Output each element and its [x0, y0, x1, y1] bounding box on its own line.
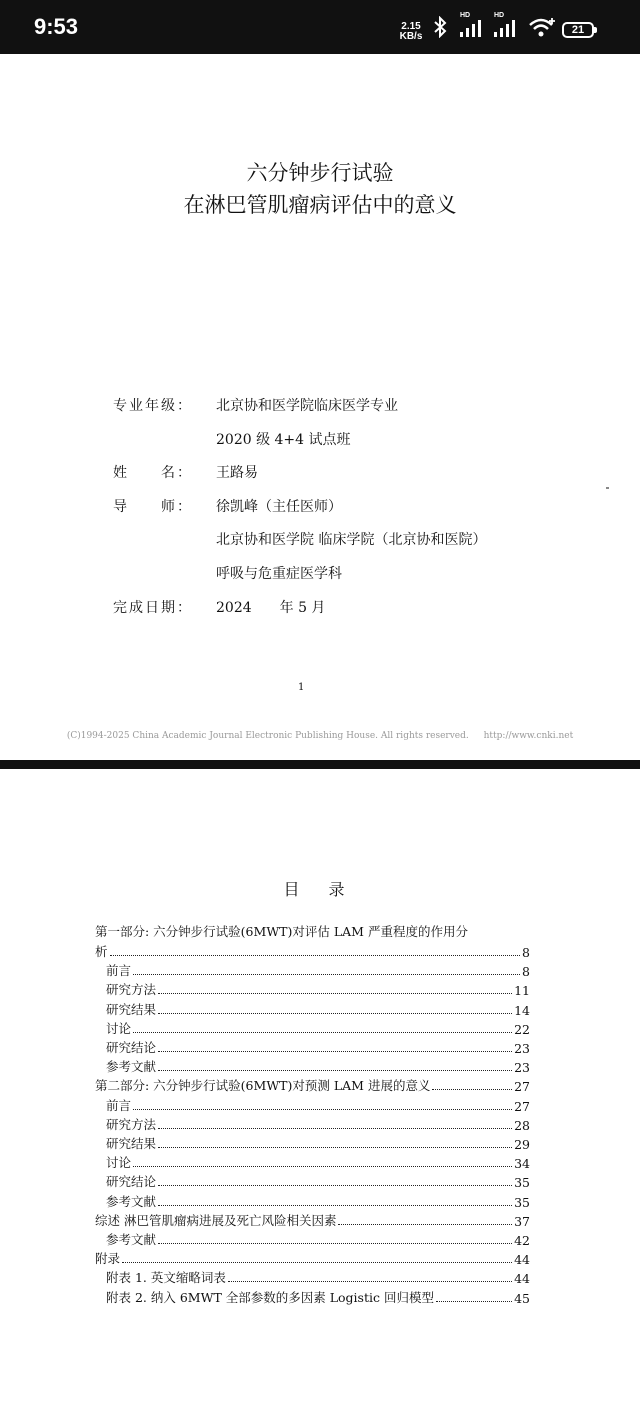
- toc-entry[interactable]: [106, 1171, 530, 1190]
- page-divider: [0, 760, 640, 769]
- mentor-value-3: 呼吸与危重症医学科: [216, 566, 342, 582]
- toc-entry-page: 11: [514, 983, 530, 999]
- hd-badge-2: HD: [494, 12, 505, 19]
- signal-icon-2: [492, 16, 520, 38]
- toc-entry[interactable]: [106, 1229, 530, 1248]
- toc-entry-page: 45: [514, 1290, 530, 1306]
- toc-entry[interactable]: [106, 1095, 530, 1114]
- mentor-value-1: 徐凯峰（主任医师）: [216, 499, 342, 515]
- mentor-label: 导 师：: [113, 499, 193, 515]
- toc-entry-text: 研究结论: [106, 1040, 157, 1055]
- toc-dot-leader: [158, 1128, 512, 1129]
- toc-entry-text: 参考文献: [106, 1193, 157, 1209]
- wifi-icon: [528, 16, 556, 38]
- name-label: 姓 名：: [113, 465, 193, 481]
- toc-dot-leader: [158, 1243, 512, 1244]
- toc-dot-leader: [158, 1070, 512, 1071]
- toc-title: 目 录: [283, 880, 357, 899]
- toc-entry-page: 34: [514, 1156, 530, 1172]
- name-value: 王路易: [216, 465, 258, 481]
- toc-entry[interactable]: [95, 1248, 530, 1267]
- toc-entry-text: 前言: [106, 963, 132, 979]
- thesis-title-line-1: 六分钟步行试验: [246, 161, 394, 185]
- toc-entry[interactable]: [95, 941, 530, 960]
- network-speed-value: 2.15: [401, 21, 421, 32]
- toc-dot-leader: [228, 1281, 512, 1282]
- toc-entry-text: 综述 淋巴管肌瘤病进展及死亡风险相关因素: [95, 1212, 337, 1228]
- toc-entry-page: 29: [514, 1137, 530, 1152]
- bluetooth-icon: [432, 16, 448, 38]
- toc-dot-leader: [133, 1109, 512, 1110]
- toc-entry[interactable]: [106, 979, 530, 998]
- toc-dot-leader: [158, 1147, 512, 1148]
- scan-dot: [606, 487, 609, 489]
- toc-entry-text: 第二部分: 六分钟步行试验(6MWT)对预测 LAM 进展的意义: [95, 1078, 431, 1094]
- toc-entry-page: 8: [522, 945, 530, 960]
- toc-entry-page: 44: [514, 1252, 530, 1268]
- toc-entry-page: 14: [514, 1002, 530, 1018]
- toc-entry-page: 35: [514, 1175, 530, 1191]
- page-number: 1: [298, 682, 305, 693]
- toc-dot-leader: [436, 1301, 512, 1302]
- toc-entry[interactable]: [106, 1037, 530, 1056]
- toc-entry-page: 27: [514, 1079, 530, 1095]
- toc-entry-text: 研究结论: [106, 1174, 157, 1190]
- copyright-footer: [0, 731, 640, 741]
- toc-entry[interactable]: [95, 1210, 530, 1229]
- status-time: 9:53: [34, 14, 79, 39]
- signal-icon-1: [458, 16, 486, 38]
- toc-entry-text: 参考文献: [106, 1059, 157, 1075]
- toc-entry-text: 前言: [106, 1097, 132, 1113]
- toc-entry-text: 研究方法: [106, 982, 157, 998]
- toc-dot-leader: [158, 1013, 512, 1014]
- toc-entry-text: 附表 1. 英文缩略词表: [106, 1270, 226, 1286]
- toc-entry-page: 23: [514, 1060, 530, 1076]
- toc-dot-leader: [338, 1224, 512, 1225]
- toc-entry-text: 参考文献: [106, 1232, 157, 1247]
- toc-dot-leader: [158, 1205, 512, 1206]
- status-bar: [0, 0, 640, 54]
- toc-entry-page: 23: [514, 1041, 530, 1056]
- major-value-2: 2020 级 4+4 试点班: [216, 432, 351, 448]
- toc-entry[interactable]: [106, 1267, 530, 1286]
- toc-entry-part1-line1: 第一部分: 六分钟步行试验(6MWT)对评估 LAM 严重程度的作用分: [95, 924, 468, 939]
- toc-dot-leader: [133, 1032, 512, 1033]
- toc-entry-page: 37: [514, 1213, 530, 1229]
- network-speed-unit: KB/s: [399, 31, 423, 42]
- toc-entry[interactable]: [106, 1152, 530, 1171]
- toc-dot-leader: [122, 1262, 512, 1263]
- toc-dot-leader: [432, 1089, 512, 1090]
- thesis-title-line-2: 在淋巴管肌瘤病评估中的意义: [183, 193, 457, 217]
- toc-entry[interactable]: [106, 1133, 530, 1152]
- toc-entry[interactable]: [106, 1018, 530, 1037]
- toc-dot-leader: [133, 1166, 512, 1167]
- document-page-1: [0, 54, 640, 762]
- battery-level: 21: [571, 24, 585, 36]
- toc-entry[interactable]: [95, 1075, 530, 1094]
- website-link[interactable]: http://www.cnki.net: [483, 731, 574, 741]
- toc-entry-text: 讨论: [106, 1020, 132, 1036]
- document-page-2: [0, 769, 640, 1422]
- toc-entry[interactable]: [106, 999, 530, 1018]
- battery-icon: [562, 22, 594, 38]
- toc-entry-page: 22: [514, 1021, 530, 1037]
- toc-entry-page: 27: [514, 1098, 530, 1114]
- major-label: 专业年级：: [113, 398, 193, 414]
- toc-entry-text: 研究结果: [106, 1136, 157, 1151]
- toc-entry-text: 研究结果: [106, 1001, 157, 1017]
- toc-entry-page: 8: [522, 964, 530, 980]
- toc-entry-text: 讨论: [106, 1155, 132, 1171]
- toc-entry[interactable]: [106, 1114, 530, 1133]
- toc-entry-text: 附表 2. 纳入 6MWT 全部参数的多因素 Logistic 回归模型: [106, 1289, 434, 1305]
- toc-entry-text: 研究方法: [106, 1116, 157, 1132]
- toc-entry[interactable]: [106, 1056, 530, 1075]
- toc-entry[interactable]: [106, 1287, 530, 1306]
- toc-entry-page: 42: [514, 1233, 530, 1248]
- toc-dot-leader: [158, 1185, 512, 1186]
- copyright-text: (C)1994-2025 China Academic Journal Electronic Publishing House. All rights reserved.: [66, 731, 469, 741]
- toc-entry-page: 44: [514, 1271, 530, 1287]
- toc-entry-text: 附录: [95, 1251, 121, 1267]
- toc-entry-page: 35: [514, 1194, 530, 1210]
- hd-badge-1: HD: [460, 12, 471, 19]
- major-value-1: 北京协和医学院临床医学专业: [216, 398, 398, 414]
- toc-dot-leader: [133, 974, 520, 975]
- toc-entry[interactable]: [106, 1191, 530, 1210]
- toc-dot-leader: [110, 955, 521, 956]
- mentor-value-2: 北京协和医学院 临床学院（北京协和医院）: [216, 532, 487, 548]
- toc-entry[interactable]: [106, 960, 530, 979]
- toc-entry-text: 析: [95, 944, 108, 959]
- toc-dot-leader: [158, 993, 512, 994]
- toc-entry-page: 28: [514, 1117, 530, 1133]
- toc-dot-leader: [158, 1051, 512, 1052]
- date-value: 2024 年 5 月: [216, 600, 326, 616]
- date-label: 完成日期：: [113, 600, 193, 616]
- network-speed: [396, 22, 426, 42]
